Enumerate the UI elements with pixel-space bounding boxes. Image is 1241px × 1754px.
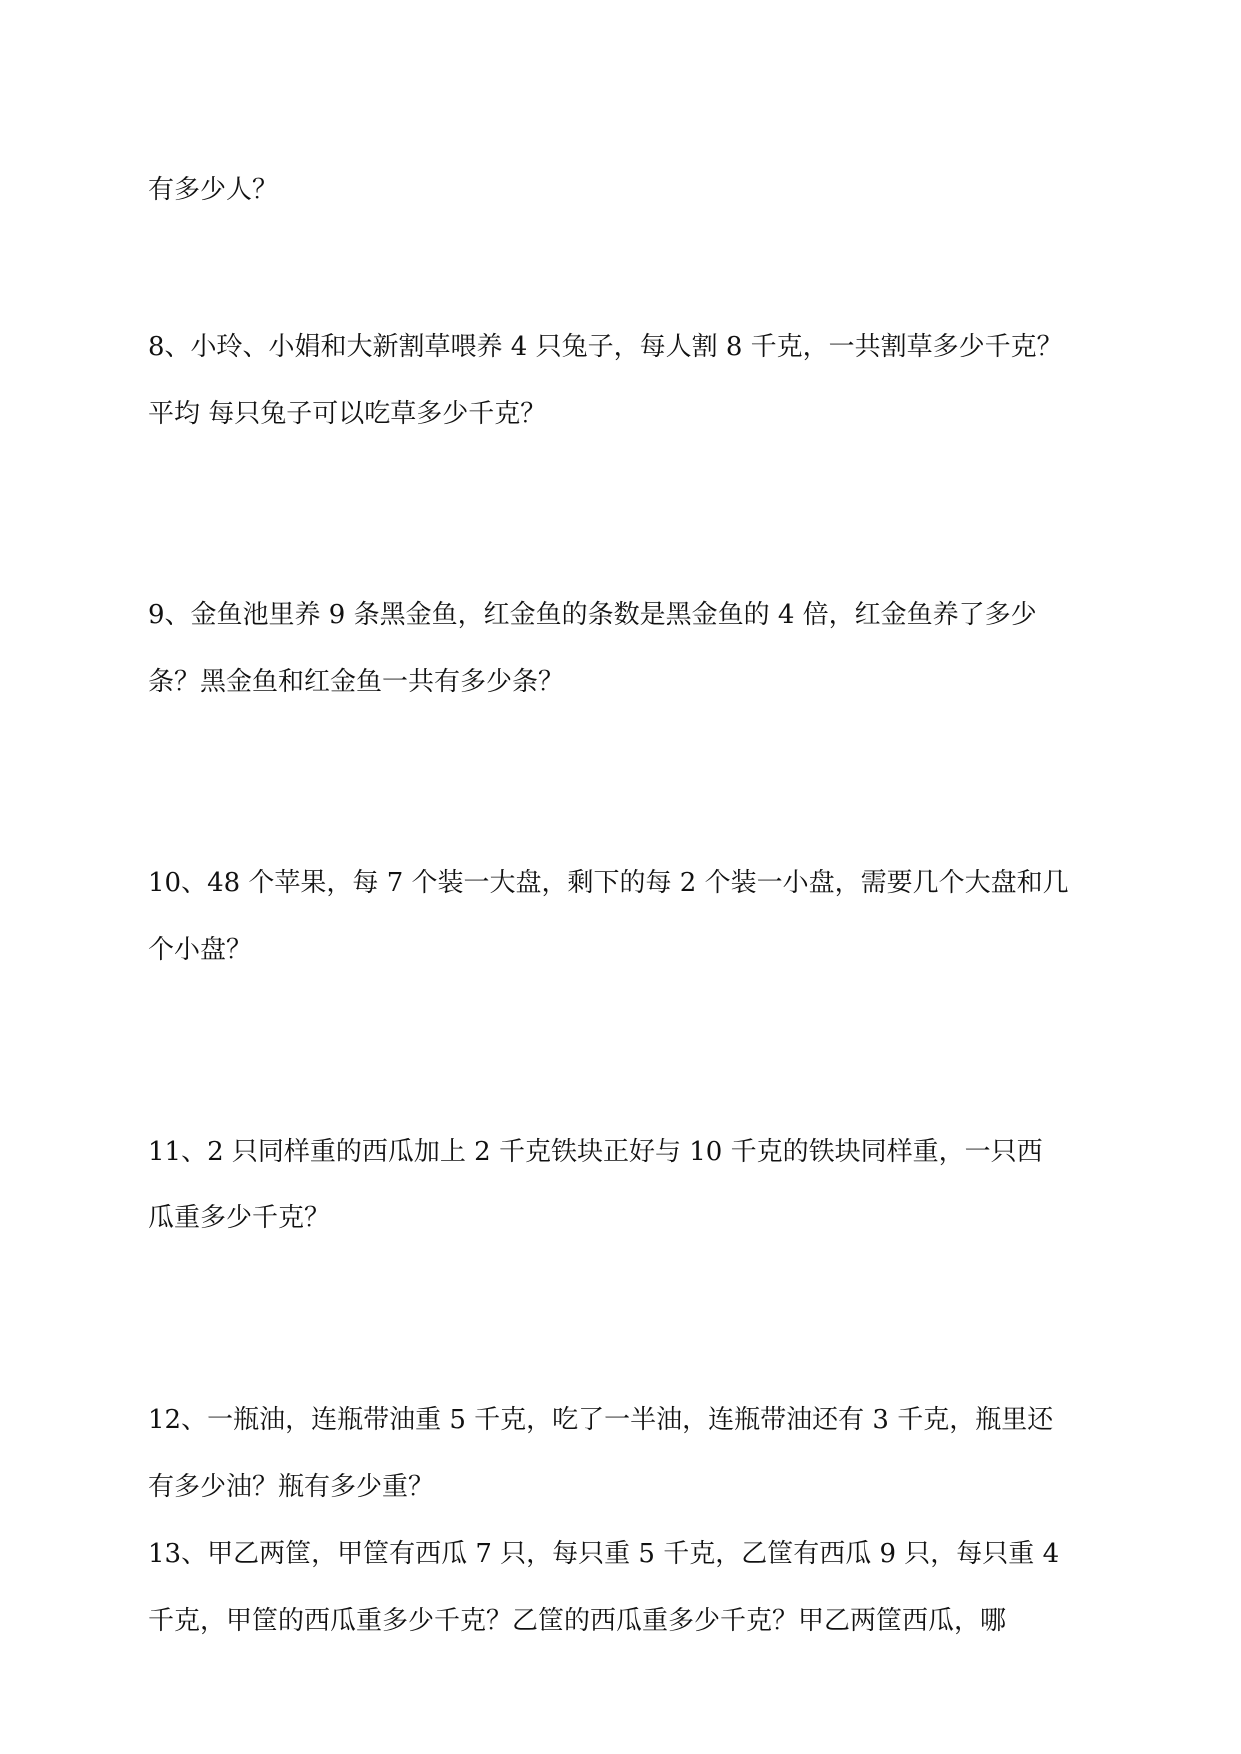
question-8-line-1: 8、小玲、小娟和大新割草喂养 4 只兔子，每人割 8 千克，一共割草多少千克？ bbox=[148, 332, 1063, 362]
question-10-line-2: 个小盘？ bbox=[148, 935, 253, 965]
question-9-line-1: 9、金鱼池里养 9 条黑金鱼，红金鱼的条数是黑金鱼的 4 倍，红金鱼养了多少 bbox=[148, 600, 1037, 630]
question-11-line-1: 11、2 只同样重的西瓜加上 2 千克铁块正好与 10 千克的铁块同样重，一只西 bbox=[148, 1137, 1043, 1167]
question-9-line-2: 条？黑金鱼和红金鱼一共有多少条？ bbox=[148, 667, 565, 697]
question-8-line-2: 平均 每只兔子可以吃草多少千克？ bbox=[148, 399, 547, 429]
question-11-line-2: 瓜重多少千克？ bbox=[148, 1203, 331, 1233]
text-line: 有多少人？ bbox=[148, 175, 279, 205]
question-13-line-1: 13、甲乙两筐，甲筐有西瓜 7 只，每只重 5 千克，乙筐有西瓜 9 只，每只重 4 bbox=[148, 1539, 1060, 1569]
question-12-line-2: 有多少油？瓶有多少重？ bbox=[148, 1472, 435, 1502]
question-13-line-2: 千克，甲筐的西瓜重多少千克？乙筐的西瓜重多少千克？甲乙两筐西瓜，哪 bbox=[148, 1606, 1007, 1636]
question-12-line-1: 12、一瓶油，连瓶带油重 5 千克，吃了一半油，连瓶带油还有 3 千克，瓶里还 bbox=[148, 1405, 1054, 1435]
question-10-line-1: 10、48 个苹果，每 7 个装一大盘，剩下的每 2 个装一小盘，需要几个大盘和几 bbox=[148, 868, 1069, 898]
